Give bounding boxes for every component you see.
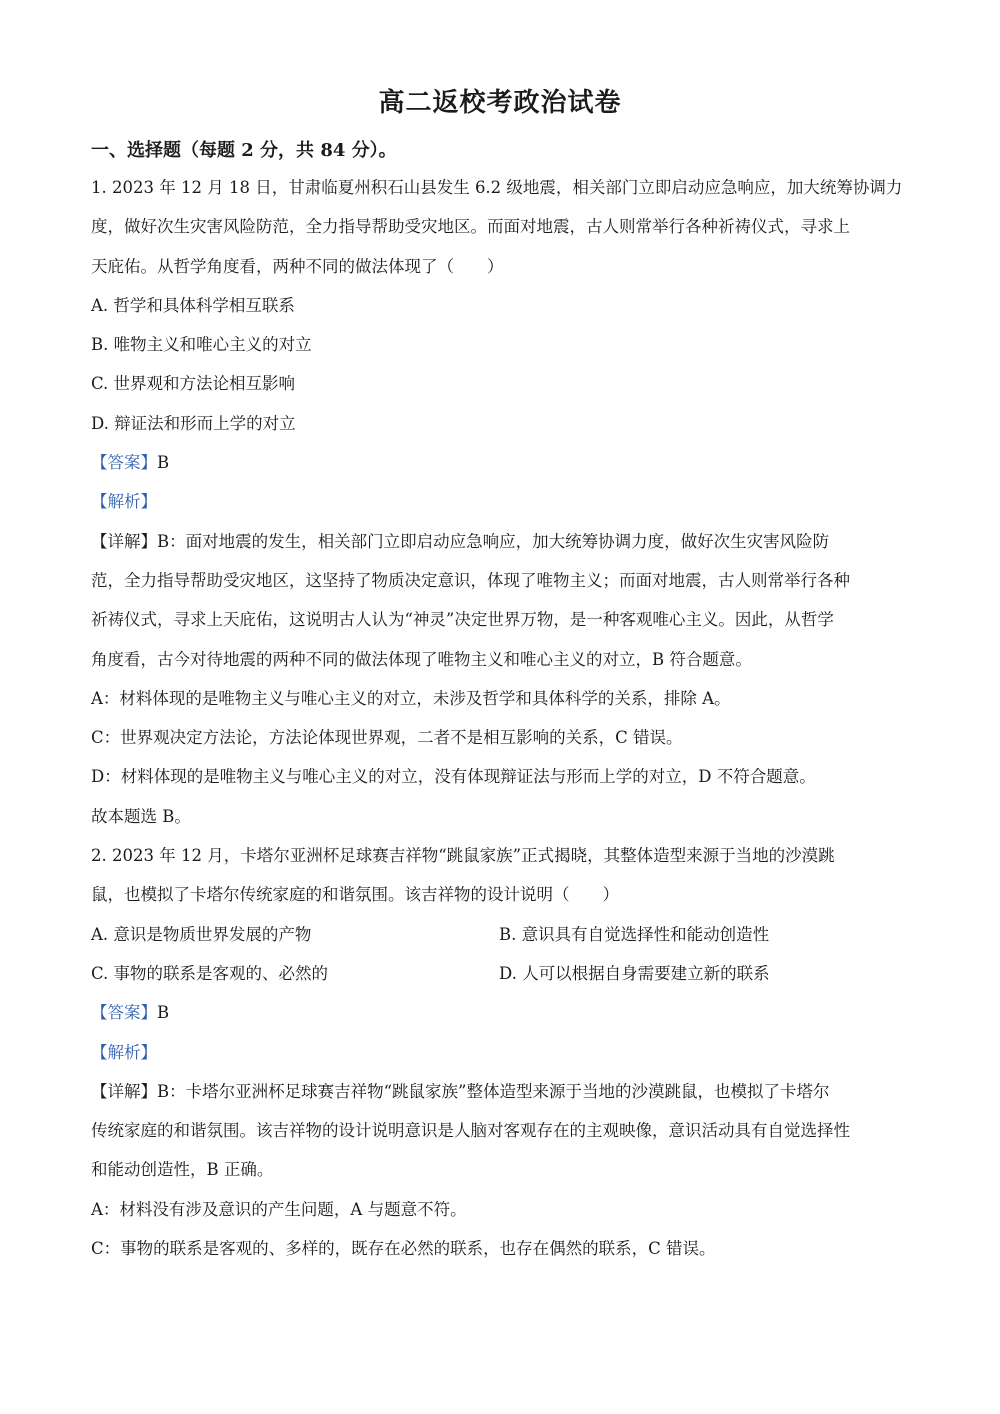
option-a: A. 意识是物质世界发展的产物 [91, 925, 312, 944]
detail-line: D：材料体现的是唯物主义与唯心主义的对立，没有体现辩证法与形而上学的对立，D 不符合题意。 [91, 767, 816, 786]
detail-line: 范，全力指导帮助受灾地区，这坚持了物质决定意识，体现了唯物主义；而面对地震，古人则常举行各种 [91, 571, 850, 590]
detail-tag: 【详解】 [91, 532, 157, 551]
question-stem-line: 鼠，也模拟了卡塔尔传统家庭的和谐氛围。该吉祥物的设计说明（ ） [91, 885, 619, 904]
detail-text: B：面对地震的发生，相关部门立即启动应急响应，加大统筹协调力度，做好次生灾害风险防 [157, 532, 830, 551]
option-d: D. 辩证法和形而上学的对立 [91, 414, 296, 433]
detail-line: 和能动创造性，B 正确。 [91, 1160, 274, 1179]
analysis-line [91, 490, 931, 514]
analysis-tag: 【解析】 [91, 492, 157, 511]
detail-line [91, 1080, 931, 1104]
detail-line: A：材料体现的是唯物主义与唯心主义的对立，未涉及哲学和具体科学的关系，排除 A。 [91, 689, 731, 708]
section-heading: 一、选择题（每题 2 分，共 84 分）。 [91, 140, 397, 161]
question-stem-line: 度，做好次生灾害风险防范，全力指导帮助受灾地区。而面对地震，古人则常举行各种祈祷仪式，寻求上 [91, 217, 850, 236]
option-c: C. 事物的联系是客观的、必然的 [91, 964, 329, 983]
option-b: B. 唯物主义和唯心主义的对立 [91, 335, 312, 354]
answer-tag: 【答案】 [91, 1003, 157, 1022]
answer-line [91, 451, 931, 475]
detail-line [91, 530, 931, 554]
question-stem-line: 1. 2023 年 12 月 18 日，甘肃临夏州积石山县发生 6.2 级地震，相关部门立即启动应急响应，加大统筹协调力 [91, 178, 903, 197]
detail-line: 故本题选 B。 [91, 807, 191, 826]
option-c: C. 世界观和方法论相互影响 [91, 374, 296, 393]
answer-tag: 【答案】 [91, 453, 157, 472]
analysis-tag: 【解析】 [91, 1043, 157, 1062]
answer-value: B [157, 453, 170, 472]
answer-line [91, 1001, 931, 1025]
option-a: A. 哲学和具体科学相互联系 [91, 296, 295, 315]
answer-value: B [157, 1003, 170, 1022]
question-stem-line: 天庇佑。从哲学角度看，两种不同的做法体现了（ ） [91, 257, 504, 276]
detail-line: 传统家庭的和谐氛围。该吉祥物的设计说明意识是人脑对客观存在的主观映像，意识活动具有自觉选择性 [91, 1121, 850, 1140]
detail-line: 角度看，古今对待地震的两种不同的做法体现了唯物主义和唯心主义的对立，B 符合题意。 [91, 650, 752, 669]
detail-tag: 【详解】 [91, 1082, 157, 1101]
option-b: B. 意识具有自觉选择性和能动创造性 [499, 925, 770, 944]
detail-line: C：事物的联系是客观的、多样的，既存在必然的联系，也存在偶然的联系，C 错误。 [91, 1239, 716, 1258]
option-d: D. 人可以根据自身需要建立新的联系 [499, 964, 770, 983]
detail-line: C：世界观决定方法论，方法论体现世界观，二者不是相互影响的关系，C 错误。 [91, 728, 683, 747]
detail-line: A：材料没有涉及意识的产生问题，A 与题意不符。 [91, 1200, 467, 1219]
detail-line: 祈祷仪式，寻求上天庇佑，这说明古人认为“神灵”决定世界万物，是一种客观唯心主义。因此，从哲学 [91, 610, 834, 629]
detail-text: B：卡塔尔亚洲杯足球赛吉祥物“跳鼠家族”整体造型来源于当地的沙漠跳鼠，也模拟了卡塔尔 [157, 1082, 830, 1101]
question-stem-line: 2. 2023 年 12 月，卡塔尔亚洲杯足球赛吉祥物“跳鼠家族”正式揭晓，其整体造型来源于当地的沙漠跳 [91, 846, 835, 865]
analysis-line [91, 1041, 931, 1065]
page-title: 高二返校考政治试卷 [378, 88, 622, 118]
